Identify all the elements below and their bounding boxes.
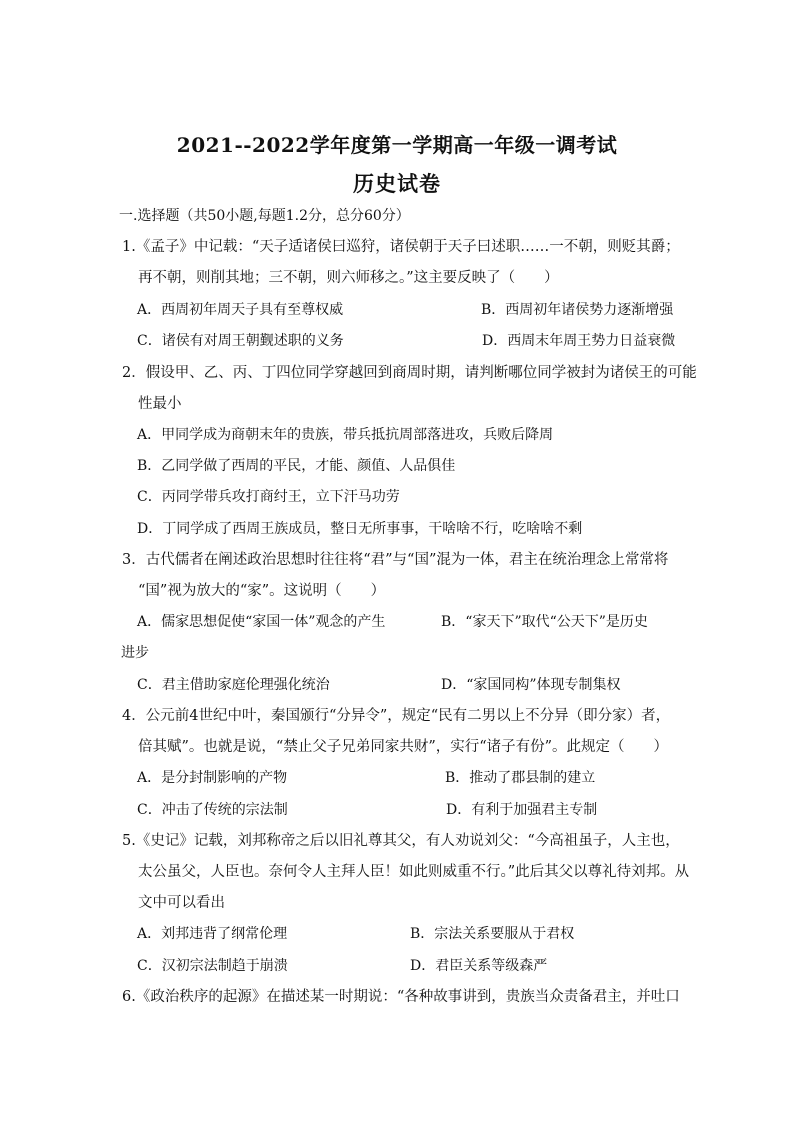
- question-1-line-1: 1.《孟子》中记载：“天子适诸侯曰巡狩，诸侯朝于天子曰述职……一不朝，则贬其爵；: [122, 239, 680, 255]
- question-2-option-c: C．丙同学带兵攻打商纣王，立下汗马功劳: [137, 489, 400, 505]
- question-2-line-1: 2．假设甲、乙、丙、丁四位同学穿越回到商周时期，请判断哪位同学被封为诸侯王的可能: [122, 365, 697, 381]
- question-5-option-a: A．刘邦违背了纲常伦理: [137, 926, 288, 942]
- exam-title: 2021--2022学年度第一学期高一年级一调考试: [176, 133, 618, 157]
- question-3-line-1: 3．古代儒者在阐述政治思想时往往将“君”与“国”混为一体，君主在统治理念上常常将: [122, 552, 669, 568]
- question-4-option-b: B．推动了郡县制的建立: [445, 770, 596, 786]
- exam-subtitle: 历史试卷: [353, 171, 441, 196]
- question-3-option-a: A．儒家思想促使“家国一体”观念的产生: [137, 614, 386, 630]
- question-5-line-2: 太公虽父，人臣也。奈何令人主拜人臣！如此则威重不行。”此后其父以尊礼待刘邦。从: [138, 864, 690, 880]
- question-3-option-b-cont: 进步: [121, 645, 149, 661]
- question-1-option-c: C．诸侯有对周王朝觐述职的义务: [137, 333, 344, 349]
- question-1-line-2: 再不朝，则削其地；三不朝，则六师移之。”这主要反映了（ ）: [138, 270, 559, 286]
- question-3-option-c: C．君主借助家庭伦理强化统治: [137, 677, 330, 693]
- question-6-line-1: 6.《政治秩序的起源》在描述某一时期说：“各种故事讲到，贵族当众责备君主，并吐口: [122, 989, 680, 1005]
- question-4-line-1: 4．公元前4世纪中叶，秦国颁行“分异令”，规定“民有二男以上不分异（即分家）者，: [122, 708, 671, 724]
- question-3-option-d: D．“家国同构”体现专制集权: [441, 677, 621, 693]
- question-5-option-c: C．汉初宗法制趋于崩溃: [137, 958, 288, 974]
- section-heading: 一.选择题（共50小题,每题1.2分，总分60分）: [119, 208, 410, 224]
- question-5-line-1: 5.《史记》记载，刘邦称帝之后以旧礼尊其父，有人劝说刘父：“今高祖虽子，人主也，: [122, 833, 680, 849]
- question-4-line-2: 倍其赋”。也就是说，“禁止父子兄弟同家共财”，实行“诸子有份”。此规定（ ）: [138, 739, 669, 755]
- question-3-option-b: B．“家天下”取代“公天下”是历史: [441, 614, 648, 630]
- question-5-option-d: D．君臣关系等级森严: [410, 958, 548, 974]
- question-1-option-a: A．西周初年周天子具有至尊权威: [137, 302, 344, 318]
- question-1-option-d: D．西周末年周王势力日益衰微: [482, 333, 676, 349]
- question-2-option-a: A．甲同学成为商朝末年的贵族，带兵抵抗周部落进攻，兵败后降周: [137, 427, 554, 443]
- question-2-line-2: 性最小: [138, 396, 182, 412]
- question-3-line-2: “国”视为放大的“家”。这说明（ ）: [138, 583, 386, 599]
- question-1-option-b: B．西周初年诸侯势力逐渐增强: [481, 302, 674, 318]
- question-5-line-3: 文中可以看出: [138, 895, 225, 911]
- question-4-option-c: C．冲击了传统的宗法制: [137, 802, 288, 818]
- question-4-option-a: A．是分封制影响的产物: [137, 770, 288, 786]
- question-2-option-d: D．丁同学成了西周王族成员，整日无所事事，干啥啥不行，吃啥啥不剩: [137, 521, 583, 537]
- question-5-option-b: B．宗法关系要服从于君权: [410, 926, 575, 942]
- question-4-option-d: D．有利于加强君主专制: [446, 802, 598, 818]
- question-2-option-b: B．乙同学做了西周的平民，才能、颜值、人品俱佳: [137, 458, 456, 474]
